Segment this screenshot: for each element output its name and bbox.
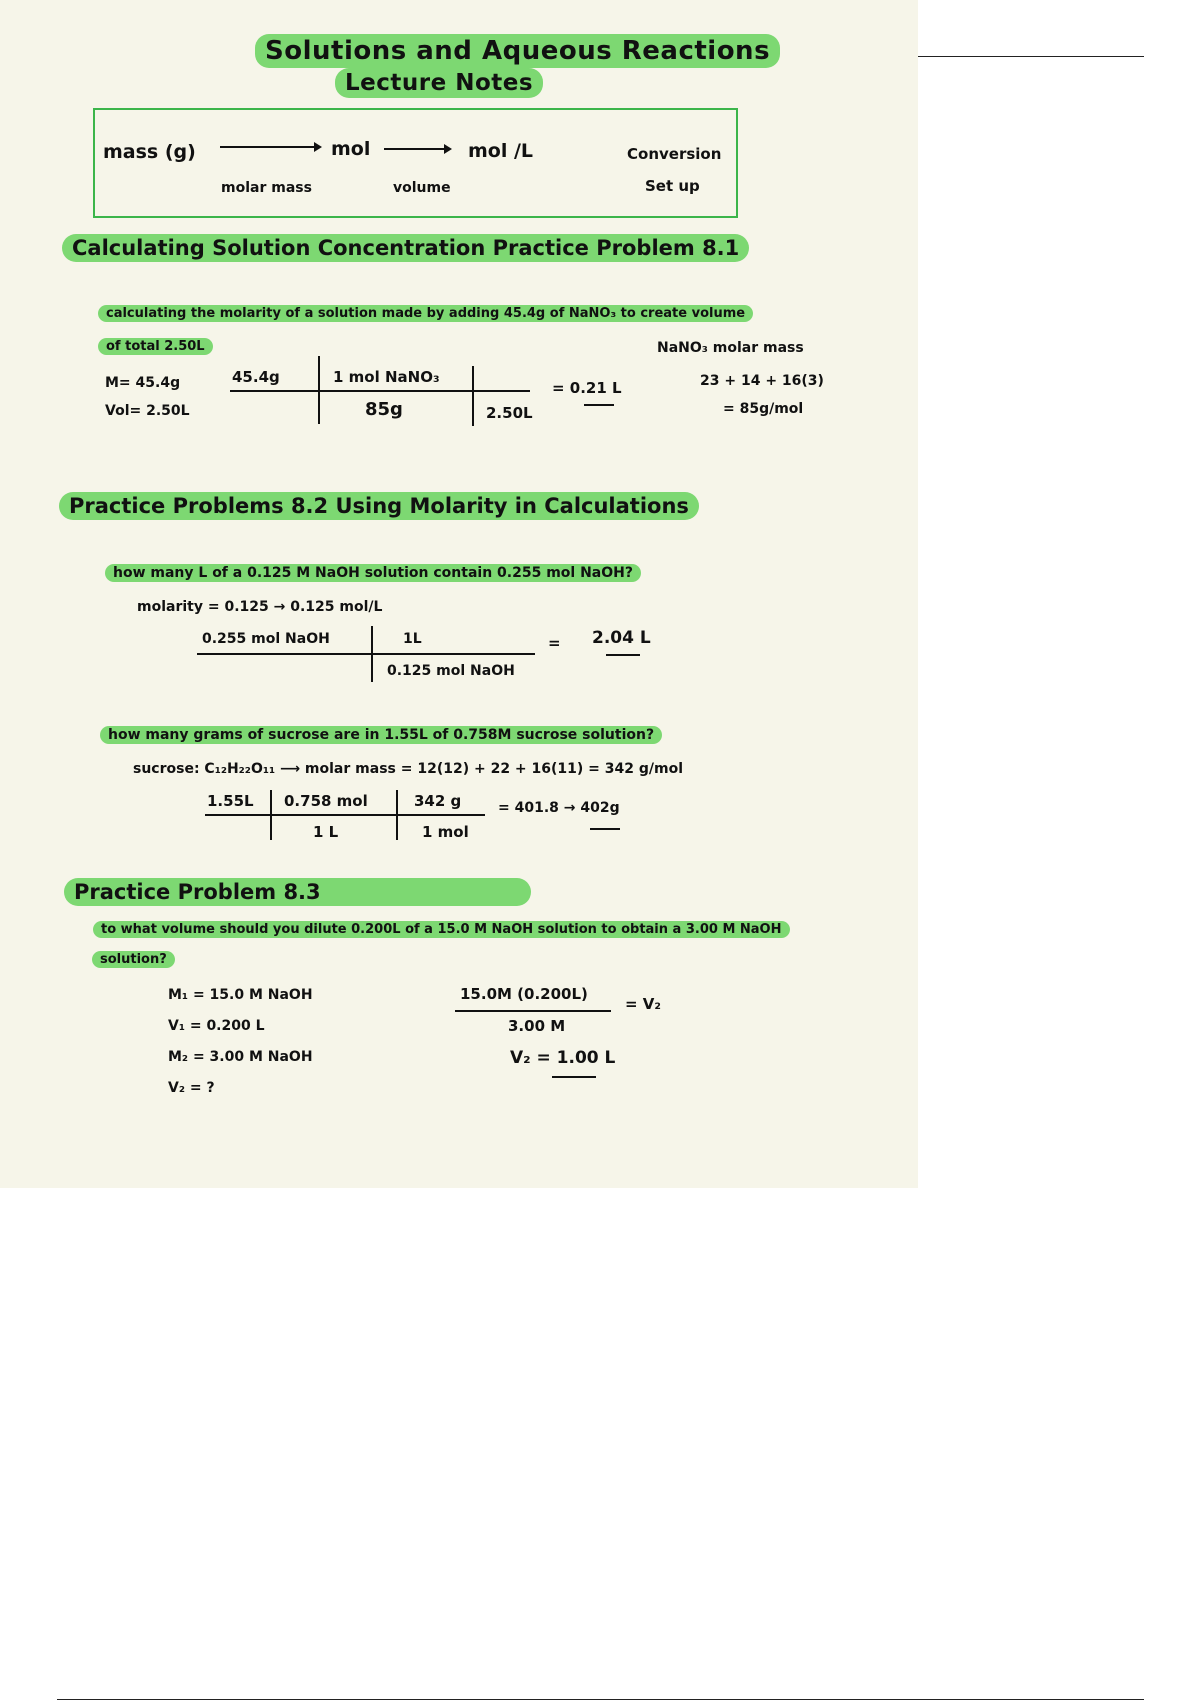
molarity-line: molarity = 0.125 → 0.125 mol/L: [137, 599, 383, 615]
section-heading-8-1: Calculating Solution Concentration Practice Problem 8.1: [62, 238, 749, 259]
fraction-line: [205, 814, 485, 816]
underline: [590, 828, 620, 830]
arrow-icon: [220, 146, 320, 148]
question-8-2-a: how many L of a 0.125 M NaOH solution contain 0.255 mol NaOH?: [105, 566, 641, 580]
section-heading-8-3: Practice Problem 8.3: [64, 882, 531, 903]
molar-mass-calc: 23 + 14 + 16(3): [700, 373, 824, 389]
underline: [584, 404, 614, 406]
dim-num-a2: 1L: [403, 631, 422, 647]
underline: [552, 1076, 596, 1078]
given-m1: M₁ = 15.0 M NaOH: [168, 987, 313, 1003]
molar-mass-label-8-1: NaNO₃ molar mass: [657, 340, 804, 356]
given-v2: V₂ = ?: [168, 1080, 215, 1096]
volume-label: volume: [393, 180, 451, 196]
molar-mass-label: molar mass: [221, 180, 312, 196]
mol-per-l-label: mol /L: [468, 140, 534, 162]
dilution-denominator: 3.00 M: [508, 1017, 566, 1035]
given-m2: M₂ = 3.00 M NaOH: [168, 1049, 313, 1065]
dim-num-2: 1 mol NaNO₃: [333, 368, 440, 386]
section-heading-8-2: Practice Problems 8.2 Using Molarity in Calculations: [59, 496, 699, 517]
dim-den-b2: 1 L: [313, 823, 339, 841]
given-mass: M= 45.4g: [105, 375, 181, 391]
result-8-2-b: = 401.8 → 402g: [498, 800, 620, 816]
fraction-line: [230, 390, 530, 392]
dim-den-3: 2.50L: [486, 404, 533, 422]
dim-num-b1: 1.55L: [207, 792, 254, 810]
dim-num-b3: 342 g: [414, 792, 462, 810]
mass-label: mass (g): [103, 141, 196, 163]
dilution-answer: V₂ = 1.00 L: [510, 1048, 616, 1068]
fraction-line: [197, 653, 535, 655]
arrow-icon: [384, 148, 450, 150]
equals-sign: =: [548, 634, 561, 652]
dim-den-a2: 0.125 mol NaOH: [387, 663, 515, 679]
given-volume: Vol= 2.50L: [105, 403, 190, 419]
divider: [472, 366, 474, 426]
question-8-2-b: how many grams of sucrose are in 1.55L of 0.758M sucrose solution?: [100, 728, 662, 742]
divider: [318, 356, 320, 424]
divider: [396, 790, 398, 840]
dim-den-b3: 1 mol: [422, 823, 469, 841]
result-8-1: = 0.21 L: [552, 379, 622, 397]
divider: [270, 790, 272, 840]
fraction-line: [455, 1010, 611, 1012]
setup-label: Set up: [645, 177, 700, 195]
dilution-numerator: 15.0M (0.200L): [460, 985, 588, 1003]
dim-num-1: 45.4g: [232, 368, 280, 386]
underline: [606, 654, 640, 656]
dim-num-b2: 0.758 mol: [284, 792, 368, 810]
question-8-1: calculating the molarity of a solution made by adding 45.4g of NaNO₃ to create volume: [98, 307, 753, 320]
dim-den-2: 85g: [365, 399, 403, 420]
mol-label: mol: [331, 138, 371, 160]
dilution-equals: = V₂: [625, 995, 661, 1013]
page-rule-top: [918, 56, 1144, 57]
question-8-3-cont: solution?: [92, 953, 175, 966]
sucrose-line: sucrose: C₁₂H₂₂O₁₁ ⟶ molar mass = 12(12) + 22 + 16(11) = 342 g/mol: [133, 761, 684, 777]
divider: [371, 626, 373, 682]
question-8-3: to what volume should you dilute 0.200L of a 15.0 M NaOH solution to obtain a 3.00 M NaOH: [93, 923, 790, 936]
dim-num-a1: 0.255 mol NaOH: [202, 631, 330, 647]
title: Solutions and Aqueous Reactions: [255, 38, 780, 64]
subtitle: Lecture Notes: [335, 72, 543, 95]
result-8-2-a: 2.04 L: [592, 628, 651, 648]
question-8-1-cont: of total 2.50L: [98, 340, 213, 353]
conversion-box: [93, 108, 738, 218]
conversion-label: Conversion: [627, 145, 722, 163]
molar-mass-result: = 85g/mol: [723, 401, 804, 417]
given-v1: V₁ = 0.200 L: [168, 1018, 265, 1034]
